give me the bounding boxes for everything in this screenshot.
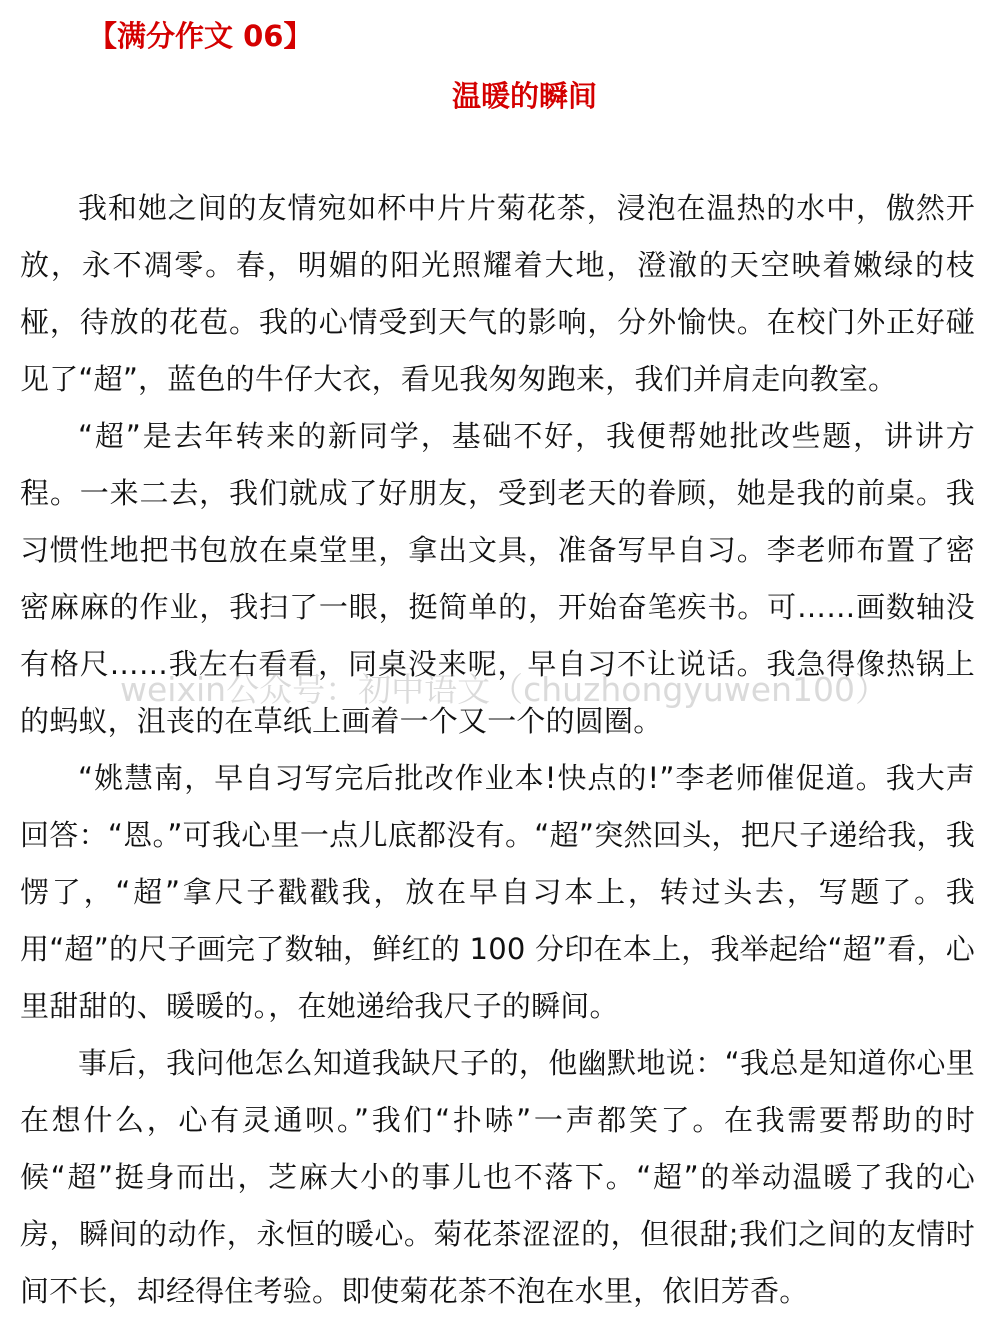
paragraph: 我和她之间的友情宛如杯中片片菊花茶，浸泡在温热的水中，傲然开放，永不凋零。春，明媚的阳光照耀着大地，澄澈的天空映着嫩绿的枝桠，待放的花苞。我的心情受到天气的影响，分外愉快。在校门外正好碰见了“超”，蓝色的牛仔大衣，看见我匆匆跑来，我们并肩走向教室。 (20, 191, 975, 396)
paragraph: “超”是去年转来的新同学，基础不好，我便帮她批改些题，讲讲方程。一来二去，我们就成了好朋友，受到老天的眷顾，她是我的前桌。我习惯性地把书包放在桌堂里，拿出文具，准备写早自习。李老师布置了密密麻麻的作业，我扫了一眼，挺简单的，开始奋笔疾书。可……画数轴没有格尺……我左右看看，同桌没来呢，早自习不让说话。我急得像热锅上的蚂蚁，沮丧的在草纸上画着一个又一个的圆圈。 (20, 419, 975, 738)
watermark-text: weixin公众号：初中语文（chuzhongyuwen100） (120, 670, 888, 709)
essay-body (20, 180, 975, 1320)
paragraph: “姚慧南，早自习写完后批改作业本!快点的!”李老师催促道。我大声回答：“恩。”可我心里一点儿底都没有。“超”突然回头，把尺子递给我，我愣了，“超”拿尺子戳戳我，放在早自习本上，转过头去，写题了。我用“超”的尺子画完了数轴，鲜红的 100 分印在本上，我举起给“超”看，心里甜甜的、暖暖的。，在她递给我尺子的瞬间。 (20, 761, 975, 1023)
essay-label: 【满分作文 06】 (88, 19, 313, 53)
paragraph: 事后，我问他怎么知道我缺尺子的，他幽默地说：“我总是知道你心里在想什么，心有灵通呗。”我们“扑哧”一声都笑了。在我需要帮助的时候“超”挺身而出，芝麻大小的事儿也不落下。“超”的举动温暖了我的心房，瞬间的动作，永恒的暖心。菊花茶涩涩的，但很甜;我们之间的友情时间不长，却经得住考验。即使菊花茶不泡在水里，依旧芳香。 (20, 1046, 975, 1308)
essay-title: 温暖的瞬间 (452, 79, 598, 113)
